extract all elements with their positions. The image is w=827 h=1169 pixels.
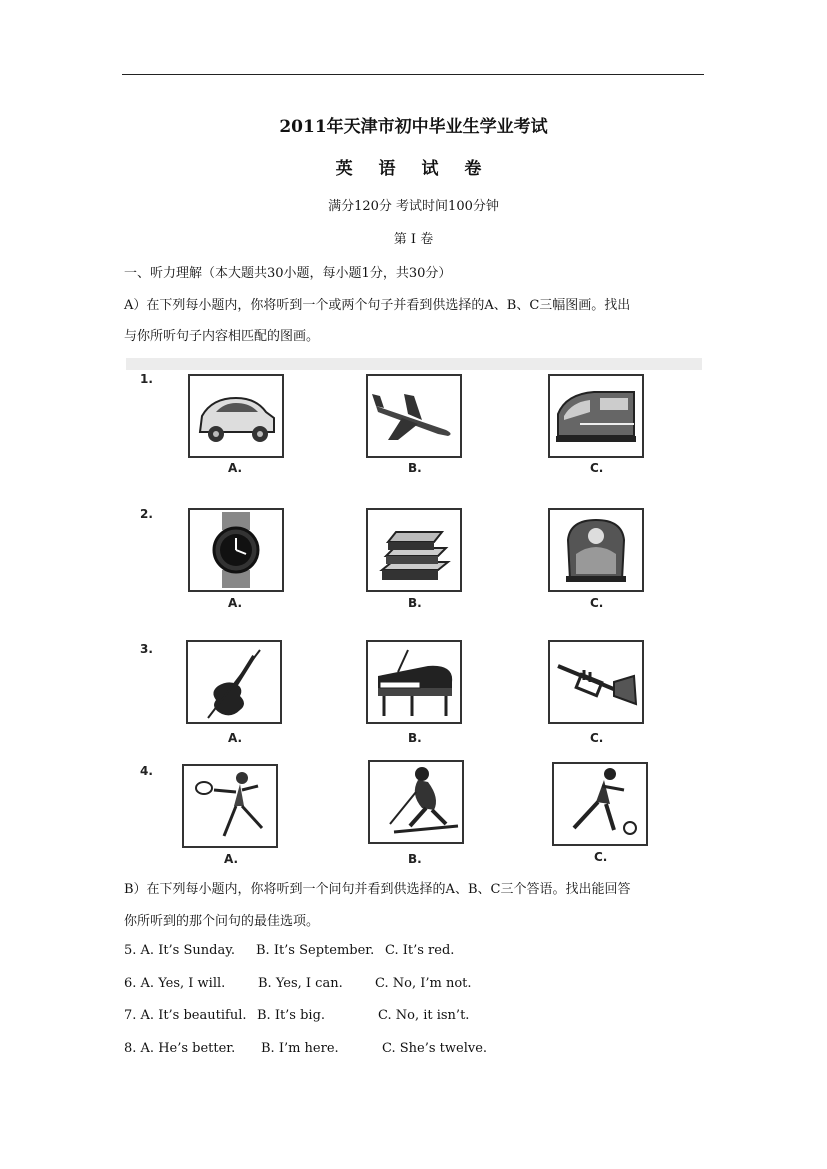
question-number: 3. — [140, 642, 153, 656]
option-a: 5. A. It’s Sunday. — [124, 943, 235, 958]
violin-icon[interactable] — [186, 640, 282, 724]
option-label: A. — [228, 731, 243, 745]
question-6 — [124, 976, 472, 991]
option-label: C. — [590, 596, 604, 610]
option-b: B. It’s big. — [257, 1008, 326, 1023]
option-b: B. Yes, I can. — [258, 976, 343, 991]
question-5 — [124, 943, 454, 958]
option-label: C. — [594, 850, 608, 864]
picture-questions — [124, 358, 704, 870]
option-c: C. It’s red. — [385, 943, 455, 958]
car-icon[interactable] — [188, 374, 284, 458]
option-b: B. I’m here. — [261, 1041, 339, 1056]
option-b: B. It’s September. — [256, 943, 375, 958]
option-a: 7. A. It’s beautiful. — [124, 1008, 247, 1023]
option-c: C. No, it isn’t. — [378, 1008, 470, 1023]
option-label: C. — [590, 731, 604, 745]
option-a: 6. A. Yes, I will. — [124, 976, 226, 991]
option-label: C. — [590, 461, 604, 475]
question-number: 1. — [140, 372, 153, 386]
volume-label: 第 I 卷 — [393, 232, 434, 247]
books-icon[interactable] — [366, 508, 462, 592]
skier-icon[interactable] — [368, 760, 464, 844]
piano-icon[interactable] — [366, 640, 462, 724]
tennis-player-icon[interactable] — [182, 764, 278, 848]
section-heading: 一、听力理解（本大题共30小题，每小题1分，共30分） — [124, 266, 452, 281]
option-c: C. She’s twelve. — [382, 1041, 488, 1056]
exam-title: 2011年天津市初中毕业生学业考试 — [279, 117, 548, 137]
option-label: B. — [408, 461, 422, 475]
part-a-instruction-1: A）在下列每小题内，你将听到一个或两个句子并看到供选择的A、B、C三幅图画。找出 — [124, 298, 631, 313]
option-c: C. No, I’m not. — [375, 976, 472, 991]
part-a-instruction-2: 与你所听句子内容相匹配的图画。 — [124, 329, 320, 344]
question-8 — [124, 1041, 487, 1056]
question-number: 4. — [140, 764, 153, 778]
option-label: B. — [408, 596, 422, 610]
exam-info: 满分120分 考试时间100分钟 — [328, 199, 499, 214]
watch-icon[interactable] — [188, 508, 284, 592]
train-icon[interactable] — [548, 374, 644, 458]
header-rule — [122, 74, 704, 75]
option-label: B. — [408, 731, 422, 745]
option-label: B. — [408, 852, 422, 866]
part-b-instruction-2: 你所听到的那个问句的最佳选项。 — [124, 914, 320, 929]
question-7 — [124, 1008, 469, 1023]
option-label: A. — [224, 852, 239, 866]
paper-subtitle: 英 语 试 卷 — [335, 159, 492, 179]
option-label: A. — [228, 596, 243, 610]
soccer-player-icon[interactable] — [552, 762, 648, 846]
scan-band — [126, 358, 702, 370]
option-label: A. — [228, 461, 243, 475]
option-a: 8. A. He’s better. — [124, 1041, 236, 1056]
question-number: 2. — [140, 507, 153, 521]
backpack-icon[interactable] — [548, 508, 644, 592]
airplane-icon[interactable] — [366, 374, 462, 458]
trumpet-icon[interactable] — [548, 640, 644, 724]
part-b-instruction-1: B）在下列每小题内，你将听到一个问句并看到供选择的A、B、C三个答语。找出能回答 — [124, 882, 631, 897]
